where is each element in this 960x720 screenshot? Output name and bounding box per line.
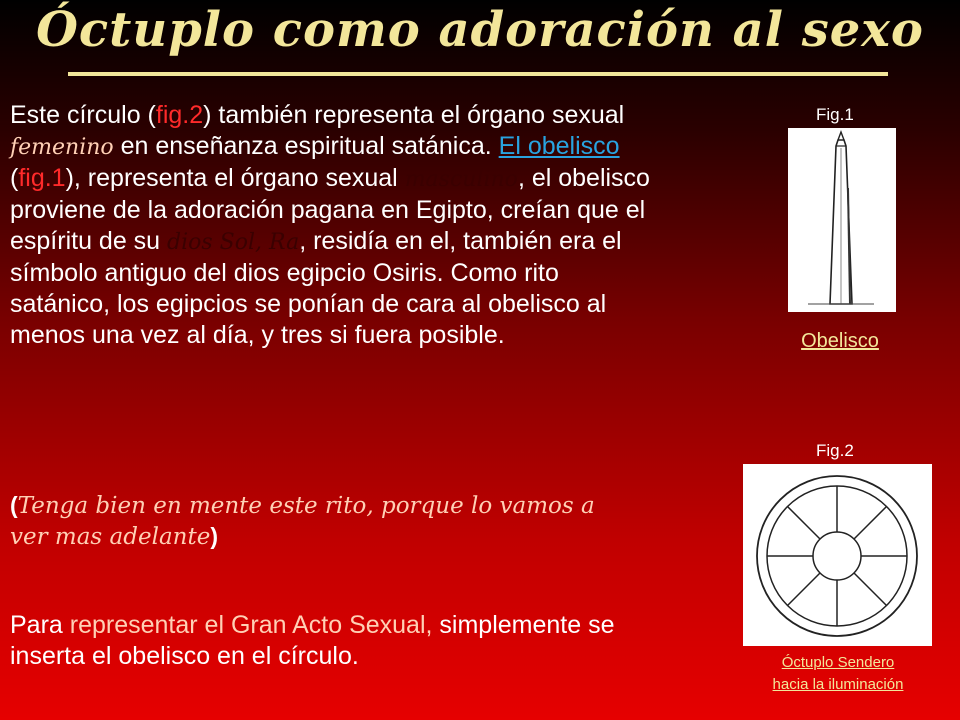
fig2-reference: fig.2: [155, 101, 204, 129]
highlighted-phrase: representar el Gran Acto Sexual,: [69, 611, 433, 639]
slide-title: Óctuplo como adoración al sexo: [36, 2, 924, 58]
eight-spoke-wheel-drawing-icon: [743, 464, 932, 646]
note-text: Tenga bien en mente este rito, porque lo vamos a ver mas adelante: [10, 493, 595, 550]
handwritten-word-femenino: femenino: [10, 135, 114, 160]
note-close-paren: ): [210, 523, 219, 549]
title-underline: [68, 72, 888, 76]
text-segment: , el obelisco proviene de la adoración pagana en Egipto, creían que el espíritu de su: [10, 164, 650, 255]
note-open-paren: (: [10, 492, 18, 518]
handwritten-word-masculino: masculino: [404, 167, 518, 192]
fig2-caption-link[interactable]: [738, 652, 938, 696]
handwritten-note: [10, 490, 630, 552]
text-segment: Para: [10, 611, 70, 639]
fig1-caption-link[interactable]: Obelisco: [801, 330, 879, 352]
fig1-reference: fig.1: [18, 164, 66, 192]
text-segment: , residía en el, también era el símbolo antiguo del dios egipcio Osiris. Como rito satánico, los egipcios se ponían de cara al obelisco al menos una vez al día, y tres si fuera posible.: [10, 227, 622, 349]
fig2-caption-line1[interactable]: Óctuplo Sendero: [781, 654, 895, 671]
handwritten-dios-sol-ra: dios Sol, Ra: [167, 230, 300, 255]
text-segment: (: [10, 164, 19, 192]
fig1-label: Fig.1: [816, 105, 854, 124]
fig2-label: Fig.2: [816, 441, 854, 460]
text-segment: simplemente se inserta el obelisco en el círculo.: [10, 611, 615, 670]
fig2-caption-line2[interactable]: hacia la iluminación: [772, 676, 904, 693]
second-paragraph: [10, 610, 630, 672]
text-segment: en enseñanza espiritual satánica.: [113, 132, 499, 160]
text-segment: ) también representa el órgano sexual: [203, 101, 625, 129]
obelisco-link[interactable]: El obelisco: [498, 132, 620, 160]
obelisk-drawing-icon: [788, 128, 896, 312]
main-paragraph: [10, 100, 650, 351]
text-segment: ), representa el órgano sexual: [65, 164, 405, 192]
text-segment: Este círculo (: [10, 101, 156, 129]
